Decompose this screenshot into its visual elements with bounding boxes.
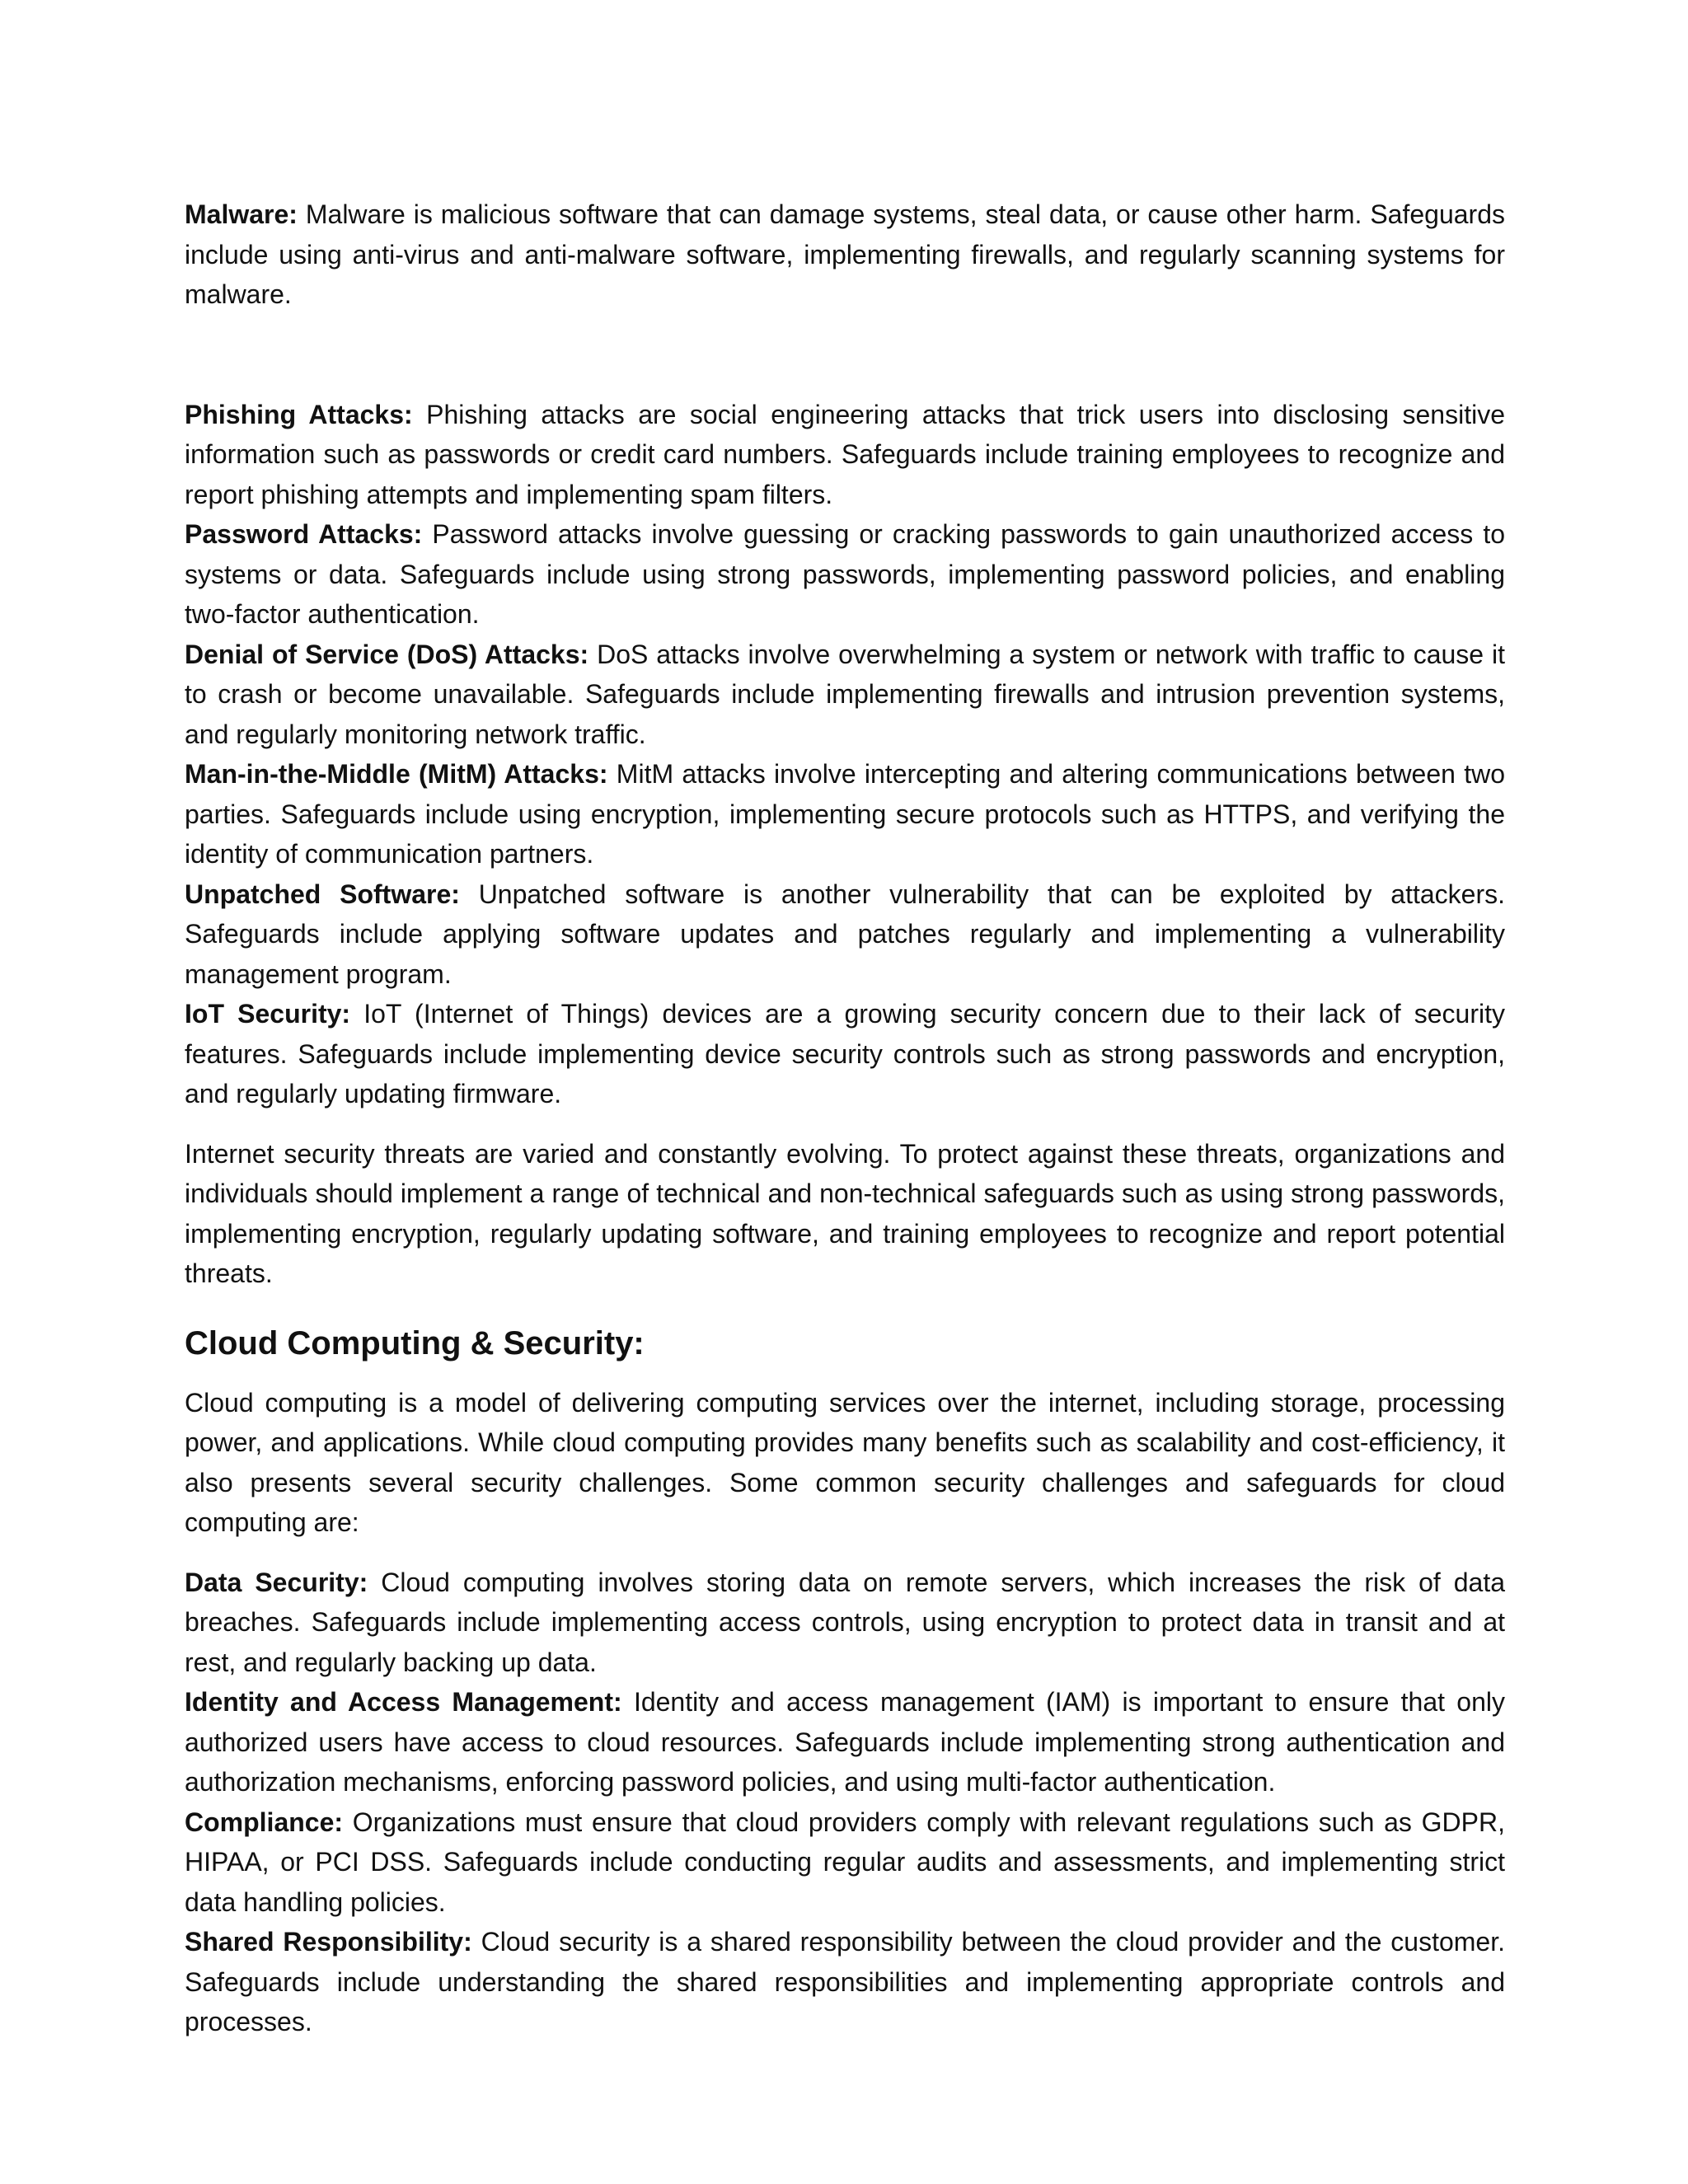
spacer <box>185 1114 1505 1134</box>
spacer <box>185 315 1505 395</box>
text-phishing: Phishing attacks are social engineering attacks that trick users into disclosing sensitive information such as passwords or credit card numbers. Safeguards include training employees to recognize and report phishing attempts and implementing spam filters. <box>185 399 1506 509</box>
paragraph-malware <box>185 194 1505 315</box>
term-data-security: Data Security: <box>185 1567 368 1597</box>
paragraph-phishing <box>185 395 1505 515</box>
spacer <box>185 1543 1505 1563</box>
term-password-attacks: Password Attacks: <box>185 519 423 549</box>
term-iam: Identity and Access Management: <box>185 1687 622 1717</box>
text-shared-responsibility: Cloud security is a shared responsibility between the cloud provider and the customer. Safeguards include understanding the shared responsibilities and implementing appropriate controls and processes. <box>185 1927 1506 2036</box>
term-compliance: Compliance: <box>185 1807 344 1837</box>
text-unpatched-software: Unpatched software is another vulnerability that can be exploited by attackers. Safeguards include applying software updates and patches regularly and implementing a vulnerability management program. <box>185 879 1506 989</box>
term-iot-security: IoT Security: <box>185 999 351 1029</box>
paragraph-password-attacks <box>185 514 1505 635</box>
text-data-security: Cloud computing involves storing data on remote servers, which increases the risk of data breaches. Safeguards include implementing access controls, using encryption to protect data in transit and at rest, and regularly backing up data. <box>185 1567 1506 1677</box>
term-shared-responsibility: Shared Responsibility: <box>185 1927 472 1957</box>
text-dos: DoS attacks involve overwhelming a system or network with traffic to cause it to crash or become unavailable. Safeguards include implementing firewalls and intrusion prevention systems, and regularly monitoring network traffic. <box>185 639 1506 749</box>
paragraph-summary: Internet security threats are varied and constantly evolving. To protect against these threats, organizations and individuals should implement a range of technical and non-technical safeguards such as using strong passwords, implementing encryption, regularly updating software, and training employees to recognize and report potential threats. <box>185 1138 1505 1288</box>
term-unpatched-software: Unpatched Software: <box>185 879 460 909</box>
text-iam: Identity and access management (IAM) is important to ensure that only authorized users have access to cloud resources. Safeguards include implementing strong authentication and authorization mechanisms, enforcing password policies, and using multi-factor authentication. <box>185 1687 1506 1797</box>
paragraph-unpatched-software <box>185 874 1505 995</box>
paragraph-mitm <box>185 754 1505 874</box>
paragraph-iam <box>185 1682 1505 1802</box>
paragraph-shared-responsibility <box>185 1922 1505 2042</box>
paragraph-cloud-intro: Cloud computing is a model of delivering computing services over the internet, including storage, processing power, and applications. While cloud computing provides many benefits such as scalability and cost-efficiency, it also presents several security challenges. Some common security challenges and safeguards for cloud computing are: <box>185 1387 1505 1537</box>
paragraph-compliance <box>185 1802 1505 1923</box>
text-mitm: MitM attacks involve intercepting and altering communications between two parties. Safeguards include using encryption, implementing secure protocols such as HTTPS, and verifying the identity of communication partners. <box>185 759 1506 869</box>
term-dos: Denial of Service (DoS) Attacks: <box>185 639 589 669</box>
text-password-attacks: Password attacks involve guessing or cracking passwords to gain unauthorized access to systems or data. Safeguards include using strong passwords, implementing password policies, and enabling two-factor authentication. <box>185 519 1506 629</box>
paragraph-data-security <box>185 1563 1505 1683</box>
section-heading-cloud: Cloud Computing & Security: <box>185 1324 645 1361</box>
document-content <box>185 194 1505 2042</box>
term-mitm: Man-in-the-Middle (MitM) Attacks: <box>185 759 608 789</box>
term-phishing: Phishing Attacks: <box>185 399 413 429</box>
text-compliance: Organizations must ensure that cloud providers comply with relevant regulations such as GDPR, HIPAA, or PCI DSS. Safeguards include conducting regular audits and assessments, and implementing strict data handling policies. <box>185 1807 1505 1917</box>
text-iot-security: IoT (Internet of Things) devices are a growing security concern due to their lack of security features. Safeguards include implementing device security controls such as strong passwords and encryption, and regularly updating firmware. <box>185 999 1506 1108</box>
paragraph-dos <box>185 635 1505 755</box>
text-malware: Malware is malicious software that can damage systems, steal data, or cause other harm. Safeguards include using anti-virus and anti-malware software, implementing firewalls, and regularly scanning systems for malware. <box>185 199 1505 309</box>
paragraph-iot-security <box>185 994 1505 1114</box>
term-malware: Malware: <box>185 199 298 229</box>
